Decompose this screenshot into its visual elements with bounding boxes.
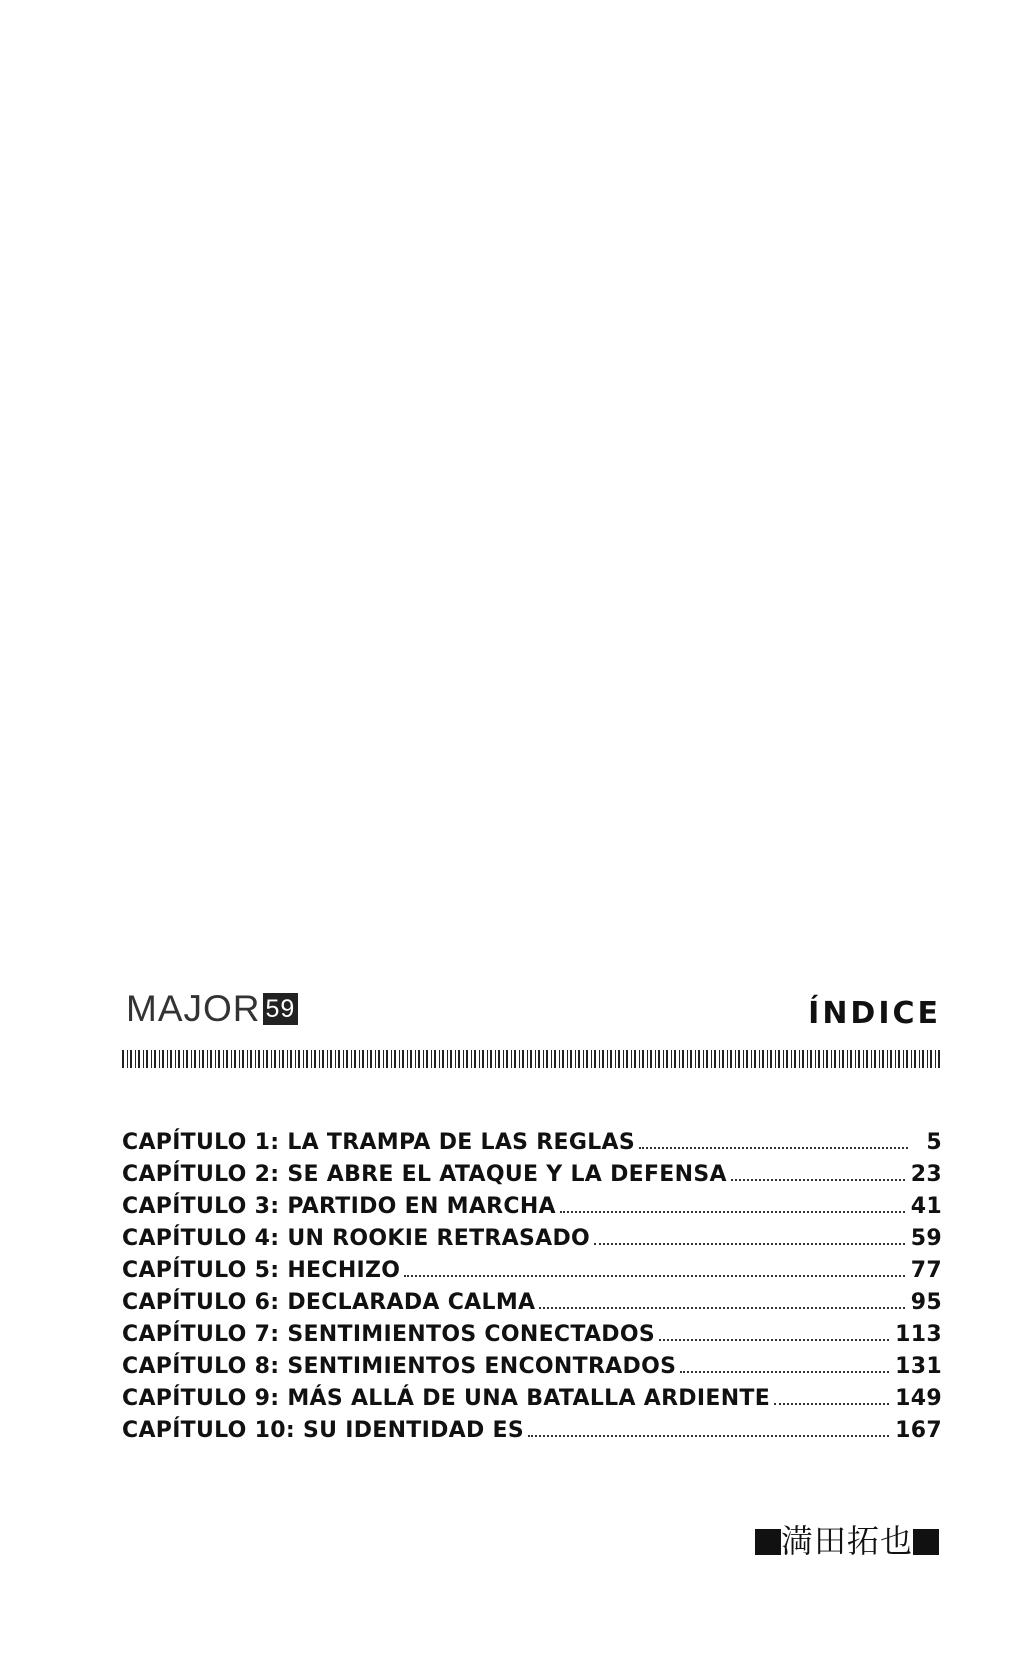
toc-dot-leader (594, 1242, 905, 1245)
toc-page-number: 113 (895, 1322, 942, 1347)
toc-separator: : (270, 1130, 288, 1155)
toc-chapter-title: SENTIMIENTOS ENCONTRADOS (287, 1354, 677, 1379)
toc-chapter-title: SE ABRE EL ATAQUE Y LA DEFENSA (287, 1162, 727, 1187)
toc-page-number: 23 (910, 1162, 942, 1187)
toc-separator: : (285, 1418, 303, 1443)
toc-page-number: 41 (910, 1194, 942, 1219)
toc-page-number: 95 (910, 1290, 942, 1315)
toc-page-number: 77 (910, 1258, 942, 1283)
toc-chapter-number: CAPÍTULO 5 (122, 1258, 271, 1283)
toc-separator: : (270, 1258, 288, 1283)
toc-separator: : (270, 1226, 288, 1251)
square-bullet-icon (913, 1529, 939, 1555)
toc-chapter-number: CAPÍTULO 4 (122, 1226, 271, 1251)
table-of-contents (122, 1130, 942, 1450)
toc-row[interactable] (122, 1354, 942, 1386)
toc-chapter-title: MÁS ALLÁ DE UNA BATALLA ARDIENTE (287, 1386, 771, 1411)
toc-chapter-title: UN ROOKIE RETRASADO (287, 1226, 591, 1251)
toc-chapter-title: HECHIZO (287, 1258, 401, 1283)
toc-dot-leader (659, 1338, 889, 1341)
index-title: ÍNDICE (808, 996, 941, 1031)
toc-chapter-number: CAPÍTULO 3 (122, 1194, 271, 1219)
toc-chapter-number: CAPÍTULO 9 (122, 1386, 271, 1411)
toc-row[interactable] (122, 1418, 942, 1450)
toc-separator: : (270, 1322, 288, 1347)
toc-chapter-title: LA TRAMPA DE LAS REGLAS (287, 1130, 636, 1155)
toc-row[interactable] (122, 1130, 942, 1162)
toc-row[interactable] (122, 1322, 942, 1354)
toc-row[interactable] (122, 1226, 942, 1258)
toc-dot-leader (539, 1306, 904, 1309)
square-bullet-icon (755, 1529, 781, 1555)
toc-page-number: 131 (895, 1354, 942, 1379)
toc-row[interactable] (122, 1194, 942, 1226)
toc-separator: : (270, 1290, 288, 1315)
index-header (126, 988, 941, 1036)
toc-chapter-number: CAPÍTULO 2 (122, 1162, 271, 1187)
toc-chapter-number: CAPÍTULO 8 (122, 1354, 271, 1379)
toc-chapter-title: PARTIDO EN MARCHA (287, 1194, 556, 1219)
toc-page-number: 5 (926, 1130, 942, 1155)
toc-page-number: 59 (910, 1226, 942, 1251)
toc-separator: : (270, 1162, 288, 1187)
toc-dot-leader (731, 1178, 905, 1181)
toc-chapter-number: CAPÍTULO 6 (122, 1290, 271, 1315)
toc-dot-leader (774, 1402, 889, 1405)
toc-chapter-number: CAPÍTULO 7 (122, 1322, 271, 1347)
toc-dot-leader (404, 1274, 905, 1277)
toc-dot-leader (639, 1146, 908, 1149)
toc-chapter-title: DECLARADA CALMA (287, 1290, 536, 1315)
toc-separator: : (270, 1194, 288, 1219)
decorative-divider-strip (122, 1050, 942, 1068)
author-credit (755, 1516, 939, 1562)
toc-row[interactable] (122, 1386, 942, 1418)
toc-chapter-title: SENTIMIENTOS CONECTADOS (287, 1322, 656, 1347)
toc-chapter-number: CAPÍTULO 1 (122, 1130, 271, 1155)
toc-separator: : (270, 1386, 288, 1411)
toc-page-number: 167 (895, 1418, 942, 1443)
toc-chapter-number: CAPÍTULO 10 (122, 1418, 286, 1443)
volume-number-badge: 59 (263, 993, 299, 1025)
series-name: MAJOR (126, 988, 261, 1029)
toc-dot-leader (560, 1210, 905, 1213)
author-name: 満田拓也 (780, 1522, 913, 1560)
toc-separator: : (270, 1354, 288, 1379)
toc-row[interactable] (122, 1258, 942, 1290)
toc-row[interactable] (122, 1290, 942, 1322)
toc-dot-leader (680, 1370, 889, 1373)
toc-chapter-title: SU IDENTIDAD ES (302, 1418, 524, 1443)
toc-row[interactable] (122, 1162, 942, 1194)
series-title (126, 988, 298, 1030)
toc-dot-leader (528, 1434, 889, 1437)
toc-page-number: 149 (895, 1386, 942, 1411)
